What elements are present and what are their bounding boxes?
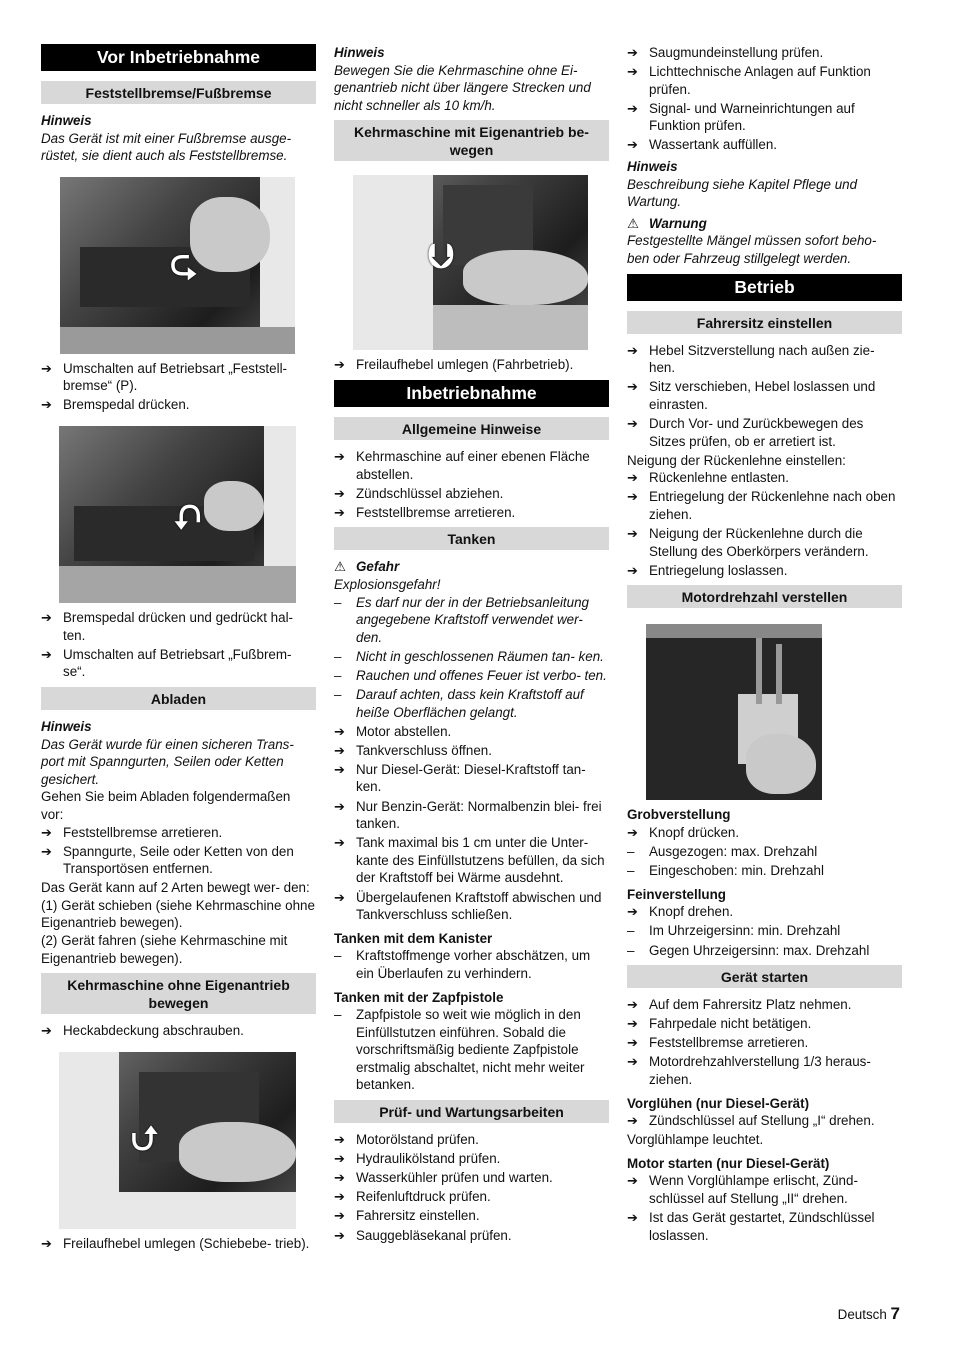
curved-arrow-icon: ⮍ [131,1119,159,1158]
heading-tanken: Tanken [334,527,609,550]
text-paragraph: (2) Gerät fahren (siehe Kehrmaschine mit Eigenantrieb bewegen). [41,933,288,966]
list-item: ➔ Feststellbremse arretieren. [334,504,609,522]
subheading-feinverstellung: Feinverstellung [627,886,726,902]
list-item: ➔ Übergelaufenen Kraftstoff abwischen und Tankverschluss schließen. [334,889,609,924]
list-item: ➔ Freilaufhebel umlegen (Fahrbetrieb). [334,356,609,374]
steps-abladen [41,824,316,878]
text-paragraph: Vorglühlampe leuchtet. [627,1132,764,1148]
list-item: ➔ Wenn Vorglühlampe erlischt, Zünd- schlüssel auf Stellung „II“ drehen. [627,1172,902,1207]
heading-allgemeine-hinweise: Allgemeine Hinweise [334,417,609,440]
zapfpistole-items [334,1006,609,1094]
list-item: – Ausgezogen: max. Drehzahl [627,843,902,861]
photo-freewheel-lever-drive [353,175,588,350]
subheading-motor-starten: Motor starten (nur Diesel-Gerät) [627,1155,830,1171]
list-item: – Rauchen und offenes Feuer ist verbo- ten. [334,667,609,685]
steps-grob [627,824,902,842]
list-item: ➔ Tankverschluss öffnen. [334,742,609,760]
danger-items [334,594,609,722]
steps-motor-starten [627,1172,902,1244]
subheading-zapfpistole: Tanken mit der Zapfpistole [334,989,504,1005]
note-label: Hinweis [334,45,385,60]
list-item: ➔ Knopf drehen. [627,903,902,921]
warning-text: Festgestellte Mängel müssen sofort beho- ben oder Fahrzeug stillgelegt werden. [627,233,877,267]
fein-items [627,922,902,959]
note-label: Hinweis [41,718,92,734]
list-item: – Eingeschoben: min. Drehzahl [627,862,902,880]
column-1 [41,44,316,1254]
list-item: ➔ Hebel Sitzverstellung nach außen zie- hen. [627,342,902,377]
list-item: – Es darf nur der in der Betriebsanleitung angegebene Kraftstoff verwendet wer- den. [334,594,609,647]
column-3 [627,44,902,1246]
list-item: ➔ Fahrersitz einstellen. [334,1207,609,1225]
list-item: ➔ Motordrehzahlverstellung 1/3 heraus- ziehen. [627,1053,902,1088]
steps-brake-a [41,360,316,414]
subheading-kanister: Tanken mit dem Kanister [334,930,493,946]
steps-tanken [334,723,609,924]
list-item: ➔ Bremspedal drücken. [41,396,316,414]
list-item: ➔ Signal- und Warneinrichtungen auf Funktion prüfen. [627,100,902,135]
steps-allgemein [334,448,609,521]
text-paragraph: (1) Gerät schieben (siehe Kehrmaschine ohne Eigenantrieb bewegen). [41,897,315,931]
list-item: ➔ Feststellbremse arretieren. [627,1034,902,1052]
list-item: ➔ Auf dem Fahrersitz Platz nehmen. [627,996,902,1014]
steps-vorgluehen [627,1112,902,1130]
list-item: ➔ Sitz verschieben, Hebel loslassen und einrasten. [627,378,902,413]
curved-arrow-icon: ⮋ [428,238,454,277]
list-item: ➔ Sauggebläsekanal prüfen. [334,1227,609,1245]
heading-ohne-eigenantrieb: Kehrmaschine ohne Eigenantrieb bewegen [41,973,316,1014]
list-item: – Nicht in geschlossenen Räumen tan- ken. [334,648,609,666]
list-item: ➔ Wasserkühler prüfen und warten. [334,1169,609,1187]
section-title-vor-inbetriebnahme: Vor Inbetriebnahme [41,44,316,71]
list-item: ➔ Nur Diesel-Gerät: Diesel-Kraftstoff tan- ken. [334,761,609,796]
steps-ohne-b [41,1235,316,1253]
section-title-inbetriebnahme: Inbetriebnahme [334,380,609,407]
list-item: ➔ Nur Benzin-Gerät: Normalbenzin blei- frei tanken. [334,798,609,833]
list-item: ➔ Motorölstand prüfen. [334,1131,609,1149]
steps-brake-b [41,609,316,681]
section-title-betrieb: Betrieb [627,274,902,301]
list-item: ➔ Wassertank auffüllen. [627,136,902,154]
text-intro: Neigung der Rückenlehne einstellen: [627,452,846,468]
photo-freewheel-lever-push [59,1052,296,1229]
photo-throttle-control [646,624,822,800]
note-text: Beschreibung siehe Kapitel Pflege und Wartung. [627,176,858,210]
list-item: ➔ Zündschlüssel abziehen. [334,485,609,503]
steps-pruef [334,1131,609,1244]
list-item: ➔ Ist das Gerät gestartet, Zündschlüssel loslassen. [627,1209,902,1244]
note-label: Hinweis [41,113,92,128]
list-item: – Zapfpistole so weit wie möglich in den Einfüllstutzen einführen. Sobald die vorschriftsmäßig bediente Zapfpistole erstmalig abschaltet, nicht mehr weiter betanken. [334,1006,609,1094]
warning-label: Warnung [649,215,707,231]
steps-starten [627,996,902,1088]
list-item: ➔ Lichttechnische Anlagen auf Funktion prüfen. [627,63,902,98]
danger-label-row [334,558,609,576]
curved-arrow-icon: ⮎ [170,244,198,283]
curved-arrow-icon: ⮏ [174,499,202,538]
note-label: Hinweis [627,159,678,175]
list-item: ➔ Zündschlüssel auf Stellung „I“ drehen. [627,1112,902,1130]
note-text: Bewegen Sie die Kehrmaschine ohne Ei- genantrieb nicht über längere Strecken und nicht schneller als 10 km/h. [334,62,591,113]
page-footer [838,1305,900,1324]
warning-label-row [627,215,902,233]
list-item: ➔ Entriegelung der Rückenlehne nach oben ziehen. [627,488,902,523]
steps-fein [627,903,902,921]
list-item: ➔ Spanngurte, Seile oder Ketten von den Transportösen entfernen. [41,843,316,878]
list-item: ➔ Bremspedal drücken und gedrückt hal- ten. [41,609,316,644]
note-text: Das Gerät wurde für einen sicheren Trans- port mit Spanngurten, Seilen oder Ketten gesichert. [41,736,294,787]
photo-brake-pedal-2 [59,426,296,603]
grob-items [627,843,902,880]
list-item: ➔ Neigung der Rückenlehne durch die Stellung des Oberkörpers verändern. [627,525,902,560]
text-intro: Gehen Sie beim Abladen folgendermaßen vor: [41,789,291,822]
list-item: ➔ Rückenlehne entlasten. [627,469,902,487]
column-2 [334,44,609,1246]
warning-triangle-icon: ⚠ [627,215,640,231]
list-item: ➔ Hydraulikölstand prüfen. [334,1150,609,1168]
heading-fahrersitz: Fahrersitz einstellen [627,311,902,334]
subheading-vorgluehen: Vorglühen (nur Diesel-Gerät) [627,1095,810,1111]
list-item: ➔ Umschalten auf Betriebsart „Fußbrem- se“. [41,646,316,681]
heading-abladen: Abladen [41,687,316,710]
list-item: ➔ Reifenluftdruck prüfen. [334,1188,609,1206]
warning-triangle-icon: ⚠ [334,559,347,575]
list-item: ➔ Heckabdeckung abschrauben. [41,1022,316,1040]
footer-language: Deutsch [837,1307,887,1322]
note-text: Das Gerät ist mit einer Fußbremse ausge- rüstet, sie dient auch als Feststellbremse. [41,130,292,164]
list-item: ➔ Durch Vor- und Zurückbewegen des Sitzes prüfen, ob er arretiert ist. [627,415,902,450]
text-paragraph: Das Gerät kann auf 2 Arten bewegt wer- den: [41,880,310,896]
steps-mit [334,356,609,374]
list-item: – Im Uhrzeigersinn: min. Drehzahl [627,922,902,940]
list-item: ➔ Freilaufhebel umlegen (Schiebebe- trieb). [41,1235,316,1253]
subheading-grobverstellung: Grobverstellung [627,807,731,823]
steps-rueckenlehne [627,469,902,579]
heading-motordrehzahl: Motordrehzahl verstellen [627,585,902,608]
list-item: – Gegen Uhrzeigersinn: max. Drehzahl [627,942,902,960]
list-item: ➔ Knopf drücken. [627,824,902,842]
steps-fahrersitz [627,342,902,451]
list-item: ➔ Motor abstellen. [334,723,609,741]
danger-label: Gefahr [356,559,400,575]
heading-mit-eigenantrieb: Kehrmaschine mit Eigenantrieb be- wegen [334,120,609,161]
danger-text: Explosionsgefahr! [334,576,441,592]
list-item: ➔ Kehrmaschine auf einer ebenen Fläche abstellen. [334,448,609,483]
steps-ohne-a [41,1022,316,1040]
list-item: ➔ Tank maximal bis 1 cm unter die Unter- kante des Einfüllstutzens befüllen, da sich der Kraftstoff bei Wärme ausdehnt. [334,834,609,887]
list-item: – Darauf achten, dass kein Kraftstoff auf heiße Oberflächen gelangt. [334,686,609,721]
list-item: ➔ Entriegelung loslassen. [627,562,902,580]
heading-pruef-wartung: Prüf- und Wartungsarbeiten [334,1100,609,1123]
steps-pruef-continued [627,44,902,154]
page-number: 7 [890,1304,900,1323]
list-item: – Kraftstoffmenge vorher abschätzen, um ein Überlaufen zu verhindern. [334,947,609,982]
photo-brake-pedal-1 [60,177,295,354]
list-item: ➔ Feststellbremse arretieren. [41,824,316,842]
heading-geraet-starten: Gerät starten [627,965,902,988]
list-item: ➔ Saugmundeinstellung prüfen. [627,44,902,62]
kanister-items [334,947,609,982]
heading-feststellbremse: Feststellbremse/Fußbremse [41,81,316,104]
list-item: ➔ Fahrpedale nicht betätigen. [627,1015,902,1033]
list-item: ➔ Umschalten auf Betriebsart „Feststell- bremse“ (P). [41,360,316,395]
